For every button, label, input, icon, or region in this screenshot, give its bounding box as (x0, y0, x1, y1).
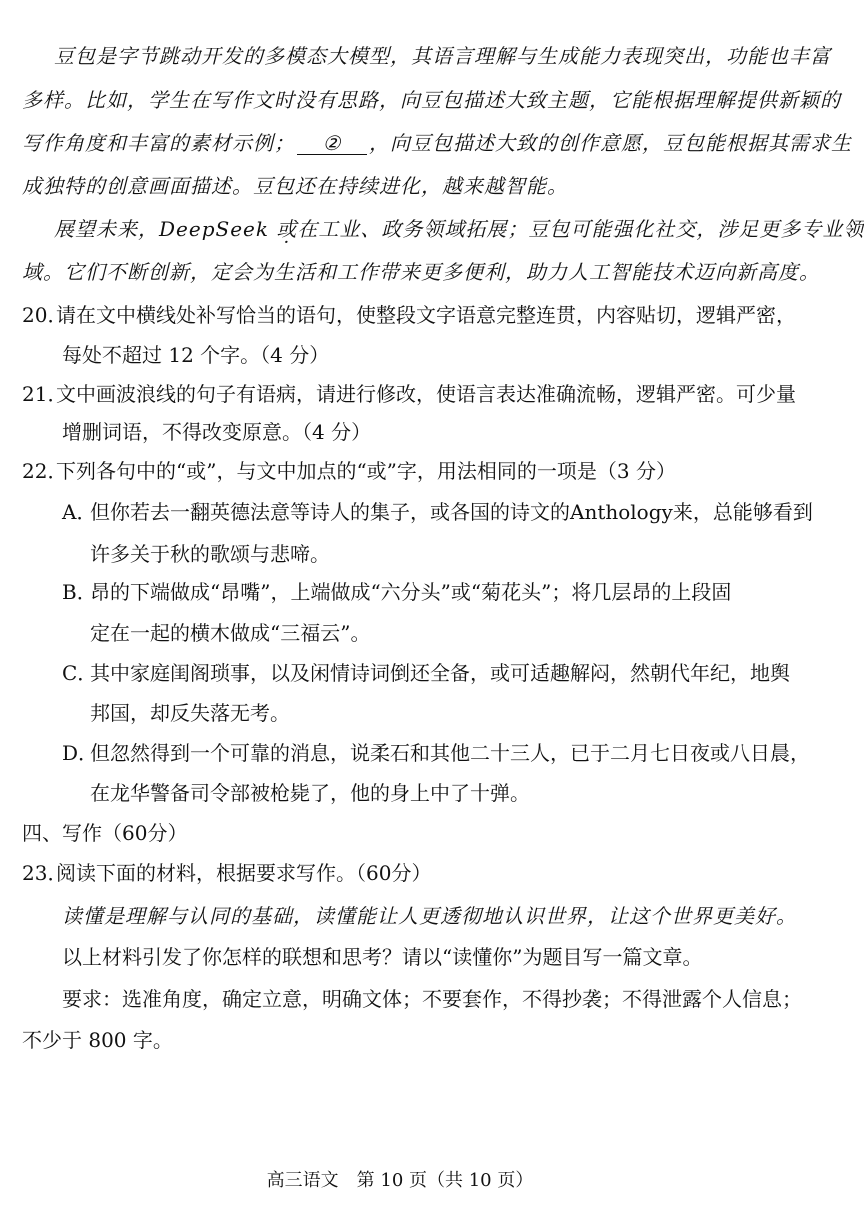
option-b (62, 578, 731, 606)
question-23-number: 23． (22, 861, 68, 885)
passage-p1-line1: 豆包是字节跳动开发的多模态大模型，其语言理解与生成能力表现突出，功能也丰富 (54, 44, 831, 68)
passage-p2-line1 (54, 215, 864, 243)
page-footer: 高三语文 第 10 页（共 10 页） (266, 1170, 534, 1191)
question-21-number: 21． (22, 382, 68, 406)
question-21-line2: 增删词语，不得改变原意。（4 分） (62, 420, 372, 444)
question-21 (22, 380, 796, 408)
passage-p1-line3-start: 写作角度和丰富的素材示例； (22, 131, 295, 155)
question-23 (22, 859, 431, 887)
option-c (62, 659, 790, 687)
question-22-stem: 下列各句中的“或”，与文中加点的“或”字，用法相同的一项是（3 分） (56, 459, 676, 483)
question-20-number: 20． (22, 303, 68, 327)
writing-prompt: 以上材料引发了你怎样的联想和思考？请以“读懂你”为题目写一篇文章。 (62, 945, 703, 969)
option-a-label: A． (62, 500, 97, 524)
question-22 (22, 457, 676, 485)
question-20 (22, 301, 796, 329)
option-b-text: 昂的下端做成“昂嘴”，上端做成“六分头”或“菊花头”；将几层昂的上段固 (90, 580, 732, 604)
passage-p1-line4: 成独特的创意画面描述。豆包还在持续进化，越来越智能。 (22, 174, 568, 198)
option-c-label: C． (62, 661, 98, 685)
question-20-line2: 每处不超过 12 个字。（4 分） (62, 343, 330, 367)
section-4-title: 四、写作（60分） (22, 821, 188, 845)
passage-p1-line3-end: ，向豆包描述大致的创作意愿，豆包能根据其需求生 (369, 131, 852, 155)
option-c-line2: 邦国，却反失落无考。 (90, 701, 290, 725)
passage-p2-lead: 展望未来，DeepSeek (54, 217, 277, 241)
dotted-huo-char: 或 (276, 217, 298, 241)
option-a (62, 498, 813, 526)
passage-p2-line2: 域。它们不断创新，定会为生活和工作带来更多便利，助力人工智能技术迈向新高度。 (22, 260, 820, 284)
question-21-text: 文中画波浪线的句子有语病，请进行修改，使语言表达准确流畅，逻辑严密。可少量 (56, 382, 796, 406)
passage-p1-line2: 多样。比如，学生在写作文时没有思路，向豆包描述大致主题，它能根据理解提供新颖的 (22, 88, 841, 112)
question-20-text: 请在文中横线处补写恰当的语句，使整段文字语意完整连贯，内容贴切，逻辑严密， (56, 303, 796, 327)
question-23-stem: 阅读下面的材料，根据要求写作。（60分） (56, 861, 432, 885)
writing-material: 读懂是理解与认同的基础，读懂能让人更透彻地认识世界，让这个世界更美好。 (62, 904, 797, 928)
option-d (62, 739, 810, 767)
writing-requirements: 要求：选准角度，确定立意，明确文体；不要套作，不得抄袭；不得泄露个人信息； (62, 987, 802, 1011)
option-d-text: 但忽然得到一个可靠的消息，说柔石和其他二十三人，已于二月七日夜或八日晨， (90, 741, 810, 765)
option-a-line2: 许多关于秋的歌颂与悲啼。 (90, 542, 330, 566)
blank-2-label: ② (322, 131, 342, 155)
passage-p2-rest: 在工业、政务领域拓展；豆包可能强化社交，涉足更多专业领 (297, 217, 864, 241)
passage-p1-line3 (22, 129, 852, 157)
option-c-text: 其中家庭闺阁琐事，以及闲情诗词倒还全备，或可适趣解闷，然朝代年纪，地舆 (90, 661, 790, 685)
option-b-label: B． (62, 580, 97, 604)
option-d-line2: 在龙华警备司令部被枪毙了，他的身上中了十弹。 (90, 781, 530, 805)
option-d-label: D． (62, 741, 99, 765)
question-22-number: 22． (22, 459, 68, 483)
option-a-text: 但你若去一翻英德法意等诗人的集子，或各国的诗文的Anthology来，总能够看到 (90, 500, 813, 524)
option-b-line2: 定在一起的横木做成“三福云”。 (90, 621, 371, 645)
writing-requirements-line2: 不少于 800 字。 (22, 1028, 173, 1052)
blank-2 (297, 132, 367, 155)
